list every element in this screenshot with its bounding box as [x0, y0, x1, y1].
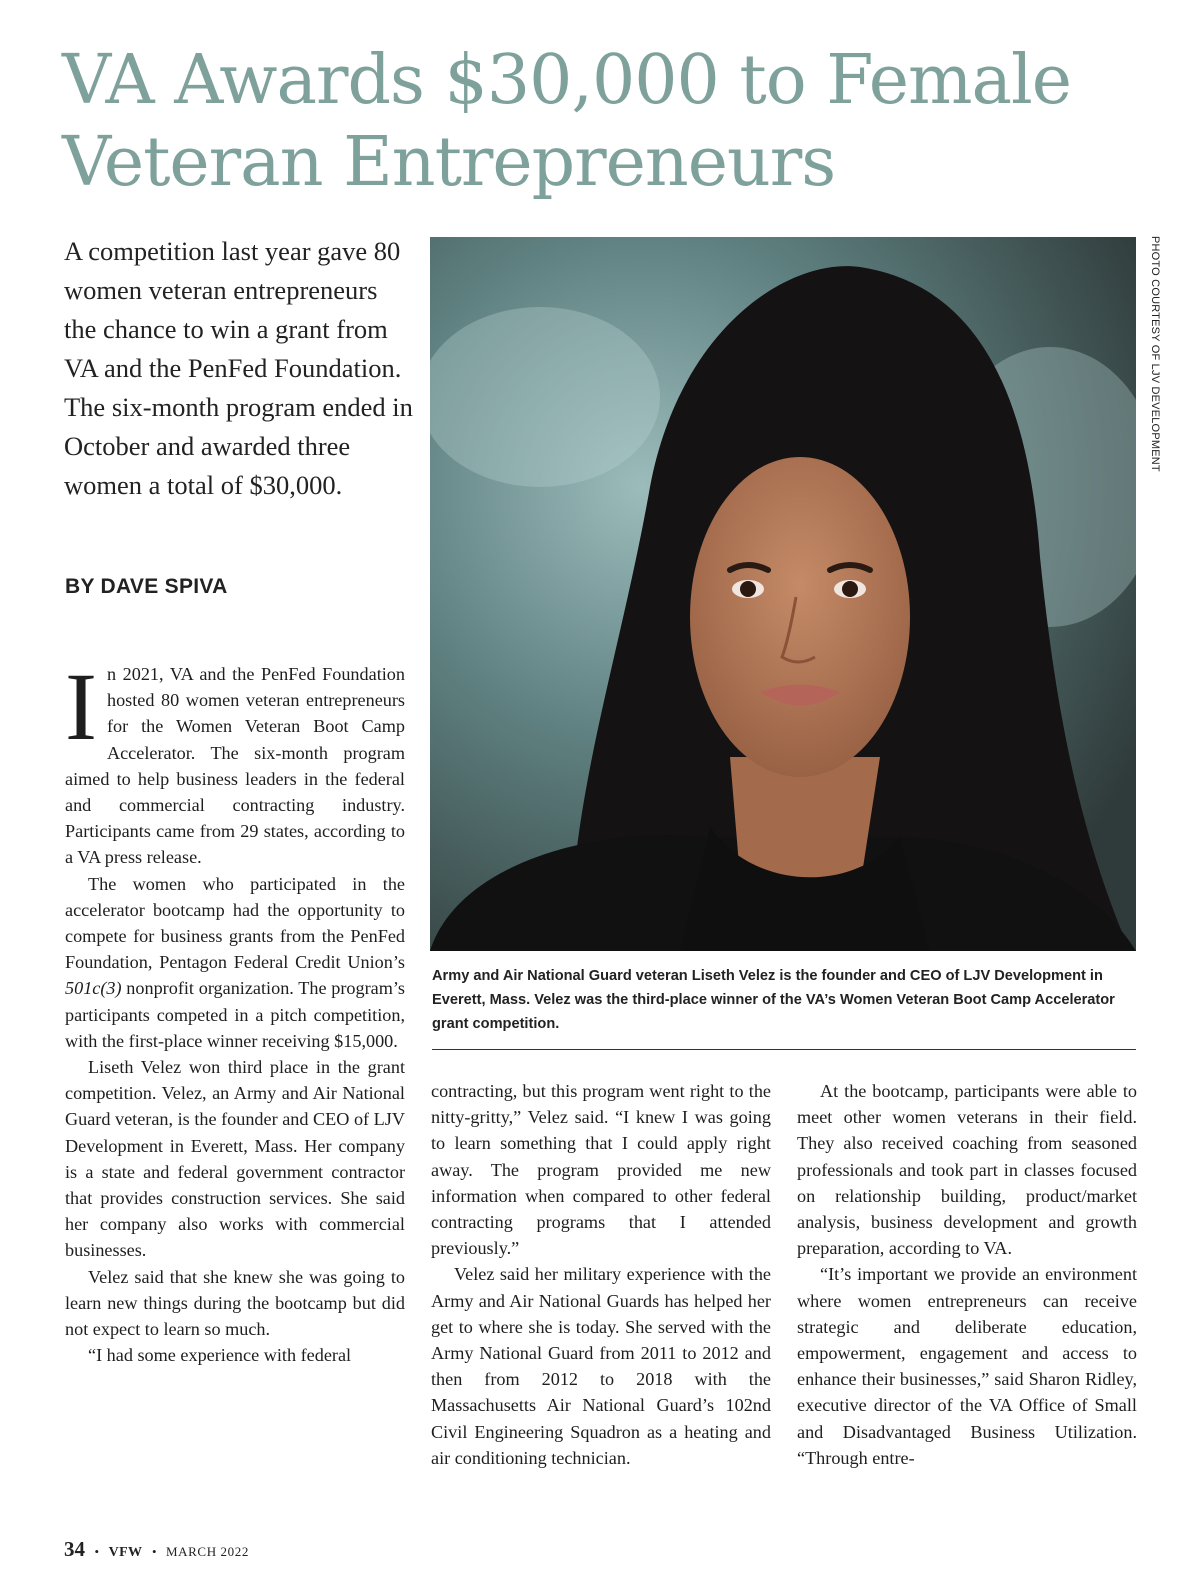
photo-credit: PHOTO COURTESY OF LJV DEVELOPMENT — [1149, 236, 1161, 472]
body-column-2 — [431, 1078, 771, 1471]
body-paragraph: contracting, but this program went right to the nitty-gritty,” Velez said. “I knew I was going to learn something that I could apply right away. The program provided me new information when compared to other federal contracting programs that I attended previously.” — [431, 1081, 771, 1259]
paragraph-text: nonprofit organization. The program’s participants competed in a pitch competition, with the first-place winner receiving $15,000. — [65, 978, 405, 1051]
issue-date: MARCH 2022 — [166, 1544, 249, 1559]
body-paragraph: Velez said that she knew she was going to learn new things during the bootcamp but did not expect to learn so much. — [65, 1266, 405, 1340]
body-paragraph: “I had some experience with federal — [88, 1345, 352, 1366]
footer-separator: • — [94, 1544, 100, 1559]
body-paragraph: Velez said her military experience with the Army and Air National Guards has helped her get to where she is today. She served with the Army National Guard from 2011 to 2012 and then from 2012 to 2018 with the Massachusetts Air National Guard’s 102nd Civil Engineering Squadron as a heating and air conditioning technician. — [431, 1264, 771, 1468]
byline: BY DAVE SPIVA — [65, 575, 228, 598]
body-column-3 — [797, 1078, 1137, 1471]
italic-term: 501c(3) — [65, 978, 122, 999]
body-paragraph: At the bootcamp, participants were able to meet other women veterans in their field. They also received coaching from seasoned professionals and took part in classes focused on relationship building, product/market analysis, business development and growth preparation, according to VA. — [797, 1081, 1137, 1259]
caption-divider — [432, 1049, 1136, 1050]
body-column-1 — [65, 653, 405, 1368]
body-paragraph: Liseth Velez won third place in the grant competition. Velez, an Army and Air National Guard veteran, is the founder and CEO of LJV Development in Everett, Mass. Her company is a state and federal government contractor that provides construction services. She said her company also works with commercial businesses. — [65, 1057, 405, 1261]
magazine-name: VFW — [108, 1545, 143, 1560]
paragraph-text: n 2021, VA and the PenFed Foundation hosted 80 women veteran entrepreneurs for the Women Veteran Boot Camp Accelerator. The six-month program aimed to help business leaders in the federal and commercial contracting industry. Participants came from 29 states, according to a VA press release. — [65, 664, 405, 868]
body-paragraph: “It’s important we provide an environment where women entrepreneurs can receive strategic and deliberate education, empowerment, engagement and access to enhance their businesses,” said Sharon Ridley, executive director of the VA Office of Small and Disadvantaged Business Utilization. “Through entre- — [797, 1264, 1137, 1468]
footer-separator: • — [151, 1544, 157, 1559]
drop-cap: I — [65, 653, 97, 760]
body-paragraph — [65, 653, 405, 871]
portrait-illustration — [430, 237, 1136, 951]
page-footer — [64, 1537, 249, 1562]
portrait-photo — [430, 237, 1136, 951]
paragraph-text: The women who participated in the accelerator bootcamp had the opportunity to compete for business grants from the PenFed Foundation, Pentagon Federal Credit Union’s — [65, 873, 405, 973]
headline: VA Awards $30,000 to Female Veteran Entrepreneurs — [62, 41, 1071, 202]
body-paragraph — [65, 871, 405, 1054]
photo-caption: Army and Air National Guard veteran Liseth Velez is the founder and CEO of LJV Development in Everett, Mass. Velez was the third-place winner of the VA’s Women Veteran Boot Camp Accelerator grant competition. — [432, 968, 1115, 1032]
page-number: 34 — [64, 1537, 85, 1561]
dek: A competition last year gave 80 women veteran entrepreneurs the chance to win a grant from VA and the PenFed Foundation. The six-month program ended in October and awarded three women a total of $30,000. — [64, 236, 413, 500]
